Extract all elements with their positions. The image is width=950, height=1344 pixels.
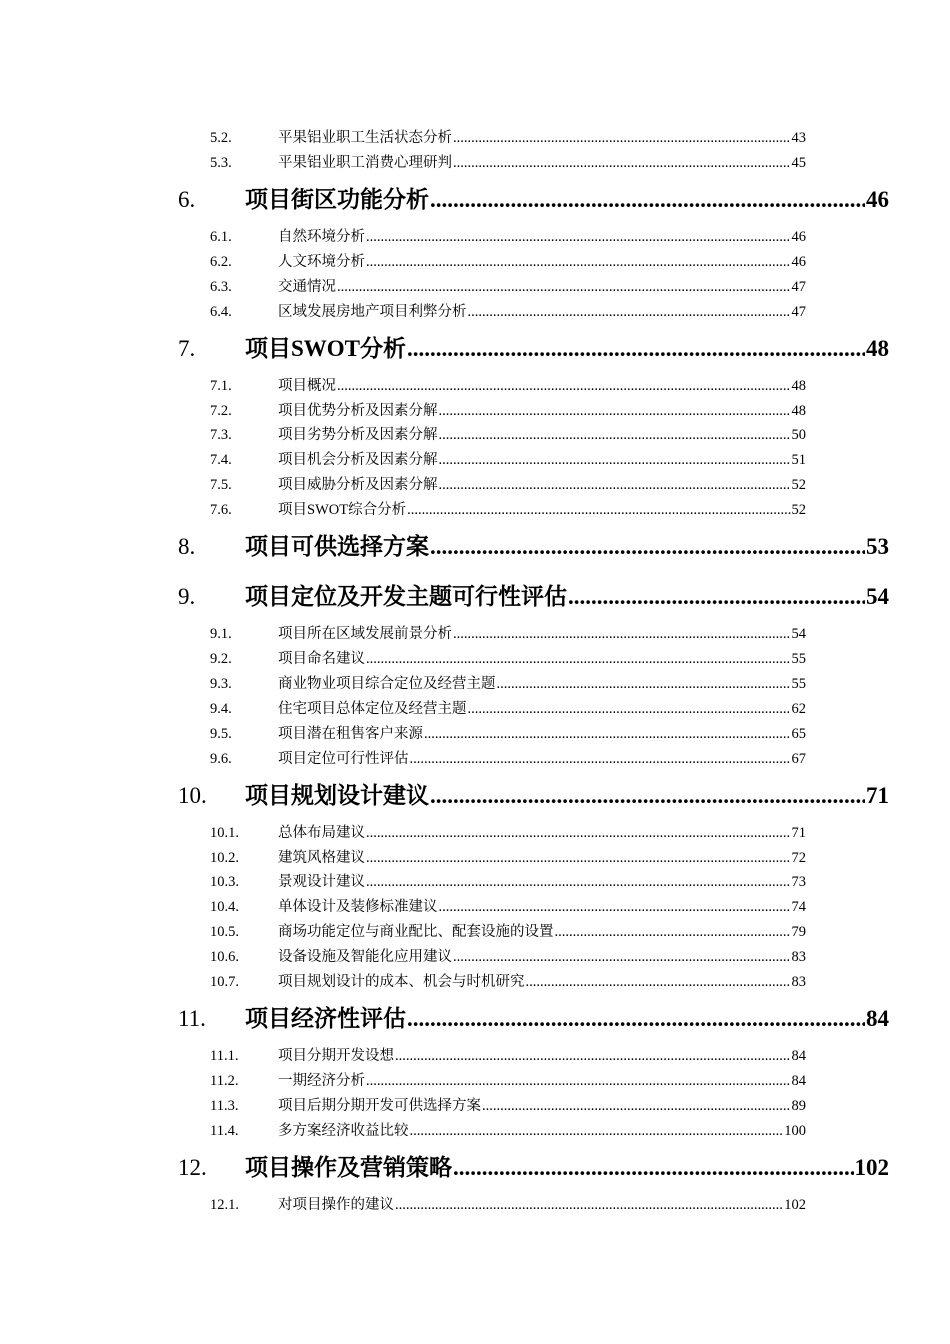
toc-section-entry[interactable] (210, 302, 806, 322)
toc-leader-dots (337, 277, 791, 297)
toc-entry-title: 项目定位可行性评估 (278, 750, 409, 767)
toc-section-entry[interactable] (210, 500, 806, 520)
toc-entry-title: 项目所在区域发展前景分析 (278, 626, 452, 643)
toc-entry-page-number: 48 (791, 402, 806, 419)
toc-entry-number: 10.4. (210, 899, 239, 916)
toc-entry-number: 6.2. (210, 253, 232, 270)
toc-entry-page-number: 46 (791, 228, 806, 245)
toc-section-entry[interactable] (210, 749, 806, 769)
toc-entry-page-number: 89 (791, 1097, 806, 1114)
toc-entry-page-number: 47 (791, 303, 806, 320)
toc-entry-page-number: 48 (791, 377, 806, 394)
toc-section-entry[interactable] (210, 872, 806, 892)
toc-entry-number: 11.1. (210, 1048, 239, 1064)
toc-leader-dots (482, 1096, 791, 1116)
toc-chapter-entry[interactable] (178, 184, 889, 216)
toc-section-entry[interactable] (210, 153, 806, 173)
toc-entry-page-number: 46 (866, 186, 889, 212)
toc-leader-dots (453, 947, 791, 967)
toc-leader-dots (395, 1046, 791, 1066)
toc-entry-title: 平果铝业职工消费心理研判 (278, 154, 452, 171)
toc-entry-number: 9.3. (210, 675, 232, 692)
toc-leader-dots (555, 922, 791, 942)
toc-leader-dots (439, 897, 791, 917)
toc-leader-dots (366, 872, 791, 892)
toc-entry-number: 11.2. (210, 1072, 239, 1089)
toc-chapter-entry[interactable] (178, 581, 889, 613)
toc-entry-page-number: 62 (791, 700, 806, 717)
toc-leader-dots (424, 724, 791, 744)
toc-entry-page-number: 100 (784, 1122, 806, 1139)
toc-entry-title: 项目规划设计的成本、机会与时机研究 (278, 974, 525, 990)
toc-entry-title: 商场功能定位与商业配比、配套设施的设置 (278, 924, 554, 941)
toc-entry-number: 9.4. (210, 700, 232, 717)
toc-entry-number: 7. (178, 335, 196, 361)
toc-entry-number: 6.4. (210, 303, 232, 320)
toc-entry-title: 项目威胁分析及因素分解 (278, 477, 438, 494)
toc-entry-title: 项目SWOT综合分析 (278, 502, 407, 519)
toc-entry-title: 项目规划设计建议 (245, 782, 429, 808)
toc-entry-number: 9.5. (210, 725, 232, 742)
toc-entry-title: 项目后期分期开发可供选择方案 (278, 1097, 481, 1114)
toc-entry-number: 10.6. (210, 949, 239, 966)
toc-entry-page-number: 83 (791, 949, 806, 966)
toc-leader-dots (439, 401, 791, 421)
toc-entry-number: 9.1. (210, 626, 232, 643)
toc-entry-page-number: 83 (791, 974, 806, 990)
toc-leader-dots (430, 184, 865, 216)
toc-entry-title: 设备设施及智能化应用建议 (278, 949, 452, 966)
toc-leader-dots (366, 823, 791, 843)
toc-section-entry[interactable] (210, 128, 806, 148)
toc-entry-title: 单体设计及装修标准建议 (278, 899, 438, 916)
toc-section-entry[interactable] (210, 450, 806, 470)
toc-entry-title: 建筑风格建议 (278, 849, 365, 866)
toc-entry-title: 项目定位及开发主题可行性评估 (245, 584, 567, 610)
toc-leader-dots (337, 376, 791, 396)
toc-section-entry[interactable] (210, 897, 806, 917)
toc-entry-number: 7.2. (210, 402, 232, 419)
toc-entry-page-number: 71 (866, 782, 889, 808)
toc-entry-number: 7.5. (210, 477, 232, 494)
toc-leader-dots (497, 674, 791, 694)
toc-entry-page-number: 52 (791, 477, 806, 494)
toc-entry-title: 区域发展房地产项目利弊分析 (278, 303, 467, 320)
toc-leader-dots (468, 699, 791, 719)
toc-section-entry[interactable] (210, 823, 806, 843)
toc-section-entry[interactable] (210, 227, 806, 247)
toc-entry-page-number: 67 (791, 750, 806, 767)
toc-leader-dots (366, 649, 791, 669)
toc-chapter-entry[interactable] (178, 780, 889, 812)
toc-entry-title: 交通情况 (278, 278, 336, 295)
toc-section-entry[interactable] (210, 1096, 806, 1116)
toc-entry-page-number: 65 (791, 725, 806, 742)
toc-entry-number: 10. (178, 782, 207, 808)
toc-chapter-entry[interactable] (178, 1152, 889, 1184)
toc-entry-title: 项目SWOT分析 (245, 335, 407, 361)
toc-entry-number: 7.3. (210, 427, 232, 444)
toc-section-entry[interactable] (210, 401, 806, 421)
toc-entry-title: 项目街区功能分析 (245, 186, 429, 212)
toc-entry-page-number: 84 (791, 1072, 806, 1089)
toc-entry-number: 7.4. (210, 452, 232, 469)
toc-section-entry[interactable] (210, 1195, 806, 1215)
toc-entry-number: 11. (178, 1006, 206, 1031)
toc-entry-page-number: 54 (866, 584, 889, 610)
toc-entry-page-number: 43 (791, 130, 806, 146)
toc-entry-number: 10.7. (210, 974, 239, 990)
toc-entry-page-number: 55 (791, 675, 806, 692)
toc-entry-number: 9. (178, 584, 196, 610)
toc-entry-page-number: 84 (791, 1048, 806, 1064)
toc-entry-page-number: 72 (791, 849, 806, 866)
toc-section-entry[interactable] (210, 1071, 806, 1091)
toc-section-entry[interactable] (210, 376, 806, 396)
toc-entry-page-number: 51 (791, 452, 806, 469)
toc-entry-number: 10.5. (210, 924, 239, 941)
toc-entry-page-number: 53 (866, 534, 889, 560)
toc-leader-dots (430, 531, 865, 563)
toc-entry-title: 项目可供选择方案 (245, 534, 429, 560)
toc-entry-title: 多方案经济收益比较 (278, 1122, 409, 1139)
toc-entry-title: 商业物业项目综合定位及经营主题 (278, 675, 496, 692)
toc-entry-title: 项目概况 (278, 377, 336, 394)
toc-entry-number: 9.6. (210, 750, 232, 767)
toc-entry-page-number: 79 (791, 924, 806, 941)
toc-entry-page-number: 71 (791, 824, 806, 841)
toc-section-entry[interactable] (210, 425, 806, 445)
toc-section-entry[interactable] (210, 848, 806, 868)
toc-leader-dots (395, 1195, 783, 1215)
toc-section-entry[interactable] (210, 674, 806, 694)
toc-entry-number: 7.1. (210, 377, 232, 394)
toc-leader-dots (439, 450, 791, 470)
toc-entry-number: 7.6. (210, 502, 232, 519)
toc-section-entry[interactable] (210, 922, 806, 942)
toc-section-entry[interactable] (210, 724, 806, 744)
toc-entry-number: 12. (178, 1154, 207, 1180)
toc-entry-number: 5.3. (210, 154, 232, 171)
toc-leader-dots (366, 848, 791, 868)
toc-entry-title: 景观设计建议 (278, 874, 365, 891)
toc-entry-number: 11.4. (210, 1122, 239, 1139)
toc-leader-dots (468, 302, 791, 322)
toc-leader-dots (568, 581, 865, 613)
toc-entry-title: 项目操作及营销策略 (245, 1154, 452, 1180)
toc-entry-title: 项目劣势分析及因素分解 (278, 427, 438, 444)
toc-entry-title: 项目分期开发设想 (278, 1048, 394, 1064)
toc-entry-title: 总体布局建议 (278, 824, 365, 841)
toc-entry-page-number: 84 (866, 1006, 889, 1031)
toc-section-entry[interactable] (210, 947, 806, 967)
toc-entry-title: 住宅项目总体定位及经营主题 (278, 700, 467, 717)
toc-entry-page-number: 48 (866, 335, 889, 361)
toc-entry-number: 6.1. (210, 228, 232, 245)
toc-entry-title: 一期经济分析 (278, 1072, 365, 1089)
toc-entry-number: 5.2. (210, 130, 232, 146)
toc-entry-page-number: 73 (791, 874, 806, 891)
toc-entry-title: 对项目操作的建议 (278, 1196, 394, 1213)
toc-leader-dots (453, 153, 791, 173)
toc-section-entry[interactable] (210, 252, 806, 272)
toc-section-entry[interactable] (210, 699, 806, 719)
toc-entry-page-number: 102 (854, 1154, 889, 1180)
toc-entry-number: 11.3. (210, 1097, 239, 1114)
toc-leader-dots (407, 333, 865, 365)
toc-chapter-entry[interactable] (178, 1003, 889, 1035)
toc-leader-dots (453, 624, 791, 644)
toc-section-entry[interactable] (210, 277, 806, 297)
toc-entry-number: 8. (178, 534, 196, 560)
toc-section-entry[interactable] (210, 1121, 806, 1141)
toc-leader-dots (453, 128, 791, 148)
toc-entry-number: 12.1. (210, 1196, 239, 1213)
toc-entry-page-number: 54 (791, 626, 806, 643)
toc-leader-dots (410, 749, 791, 769)
toc-section-entry[interactable] (210, 649, 806, 669)
toc-section-entry[interactable] (210, 1046, 806, 1066)
toc-entry-title: 人文环境分析 (278, 253, 365, 270)
toc-leader-dots (453, 1152, 854, 1184)
toc-entry-title: 项目优势分析及因素分解 (278, 402, 438, 419)
toc-leader-dots (410, 1121, 784, 1141)
toc-entry-page-number: 46 (791, 253, 806, 270)
toc-leader-dots (407, 500, 790, 520)
toc-section-entry[interactable] (210, 624, 806, 644)
toc-leader-dots (439, 425, 791, 445)
toc-entry-page-number: 50 (791, 427, 806, 444)
toc-entry-number: 9.2. (210, 651, 232, 667)
toc-leader-dots (366, 1071, 791, 1091)
toc-chapter-entry[interactable] (178, 333, 889, 365)
toc-entry-number: 10.1. (210, 824, 239, 841)
toc-entry-title: 项目命名建议 (278, 651, 365, 667)
toc-entry-number: 6. (178, 186, 196, 212)
toc-entry-page-number: 47 (791, 278, 806, 295)
toc-leader-dots (439, 475, 791, 495)
toc-leader-dots (526, 972, 791, 992)
toc-leader-dots (366, 227, 791, 247)
toc-entry-page-number: 52 (791, 502, 806, 519)
toc-section-entry[interactable] (210, 972, 806, 992)
toc-leader-dots (430, 780, 865, 812)
toc-leader-dots (366, 252, 791, 272)
toc-entry-title: 项目经济性评估 (245, 1006, 406, 1031)
toc-entry-number: 10.3. (210, 874, 239, 891)
toc-entry-number: 6.3. (210, 278, 232, 295)
toc-entry-title: 自然环境分析 (278, 228, 365, 245)
toc-entry-page-number: 102 (784, 1196, 806, 1213)
toc-entry-number: 10.2. (210, 849, 239, 866)
toc-entry-page-number: 55 (791, 651, 806, 667)
toc-entry-title: 平果铝业职工生活状态分析 (278, 130, 452, 146)
toc-section-entry[interactable] (210, 475, 806, 495)
toc-entry-page-number: 45 (791, 154, 806, 171)
toc-entry-page-number: 74 (791, 899, 806, 916)
toc-chapter-entry[interactable] (178, 531, 889, 563)
toc-entry-title: 项目潜在租售客户来源 (278, 725, 423, 742)
toc-entry-title: 项目机会分析及因素分解 (278, 452, 438, 469)
toc-leader-dots (407, 1003, 865, 1035)
